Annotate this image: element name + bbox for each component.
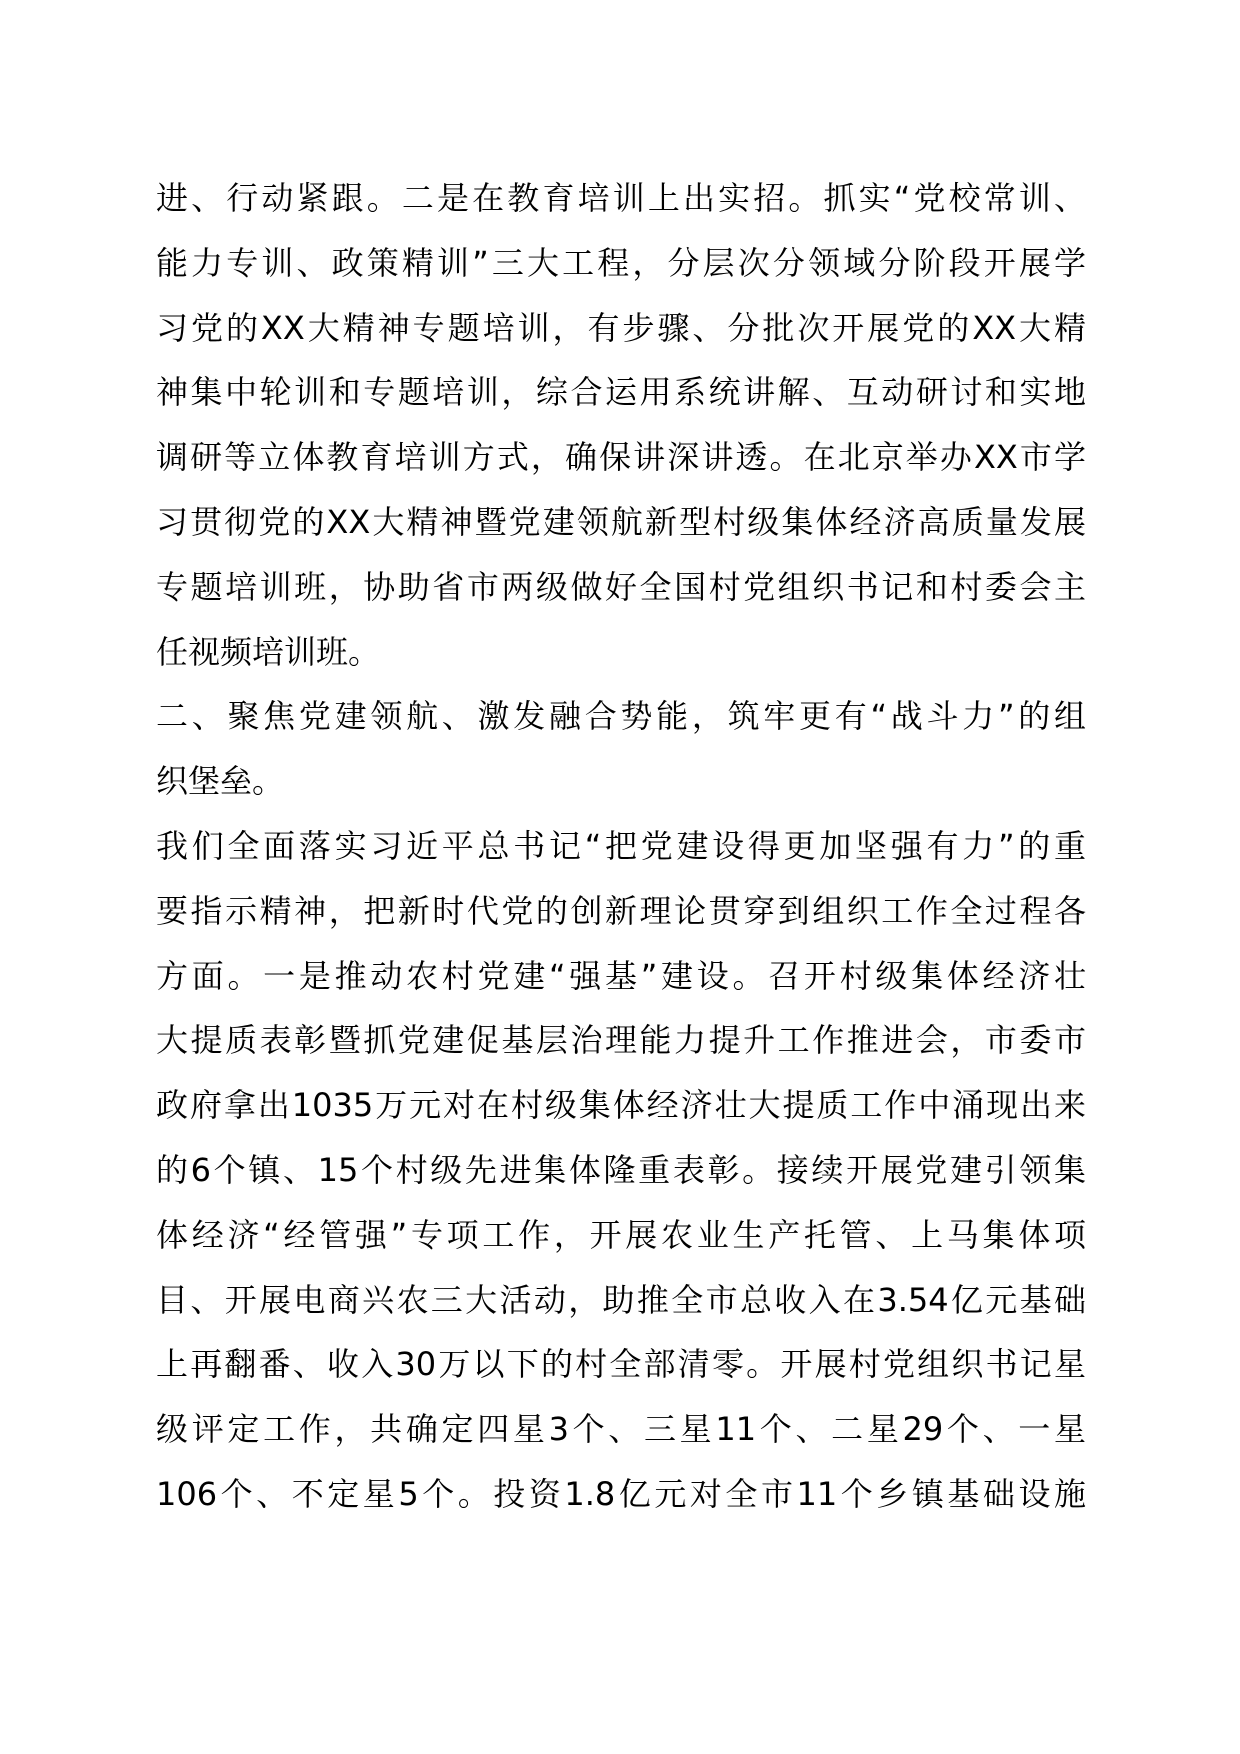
body-text	[156, 166, 1086, 1527]
section-heading-line: 二、聚焦党建领航、激发融合势能，筑牢更有“战斗力”的组	[156, 697, 1086, 736]
text-line: 专题培训班，协助省市两级做好全国村党组织书记和村委会主	[156, 567, 1086, 606]
text-line: 我们全面落实习近平总书记“把党建设得更加坚强有力”的重	[156, 826, 1086, 865]
text-line: 上再翻番、收入30万以下的村全部清零。开展村党组织书记星	[156, 1345, 1086, 1384]
text-line: 习党的XX大精神专题培训，有步骤、分批次开展党的XX大精	[156, 308, 1086, 347]
section-heading-line: 织堡垒。	[156, 762, 285, 801]
text-line: 大提质表彰暨抓党建促基层治理能力提升工作推进会，市委市	[156, 1021, 1086, 1060]
text-line: 方面。一是推动农村党建“强基”建设。召开村级集体经济壮	[156, 956, 1086, 995]
text-line: 级评定工作，共确定四星3个、三星11个、二星29个、一星	[156, 1410, 1086, 1449]
text-line: 进、行动紧跟。二是在教育培训上出实招。抓实“党校常训、	[156, 179, 1086, 217]
text-line: 106个、不定星5个。投资1.8亿元对全市11个乡镇基础设施	[156, 1474, 1086, 1513]
text-line: 神集中轮训和专题培训，综合运用系统讲解、互动研讨和实地	[156, 373, 1086, 412]
text-line: 目、开展电商兴农三大活动，助推全市总收入在3.54亿元基础	[156, 1280, 1086, 1319]
text-line: 的6个镇、15个村级先进集体隆重表彰。接续开展党建引领集	[156, 1150, 1086, 1189]
text-line: 调研等立体教育培训方式，确保讲深讲透。在北京举办XX市学	[156, 438, 1086, 477]
text-line: 习贯彻党的XX大精神暨党建领航新型村级集体经济高质量发展	[156, 502, 1086, 541]
text-line: 要指示精神，把新时代党的创新理论贯穿到组织工作全过程各	[156, 891, 1086, 930]
text-line: 任视频培训班。	[156, 632, 381, 671]
text-line: 体经济“经管强”专项工作，开展农业生产托管、上马集体项	[156, 1215, 1086, 1254]
text-line: 政府拿出1035万元对在村级集体经济壮大提质工作中涌现出来	[156, 1086, 1086, 1125]
text-line: 能力专训、政策精训”三大工程，分层次分领域分阶段开展学	[156, 243, 1086, 282]
